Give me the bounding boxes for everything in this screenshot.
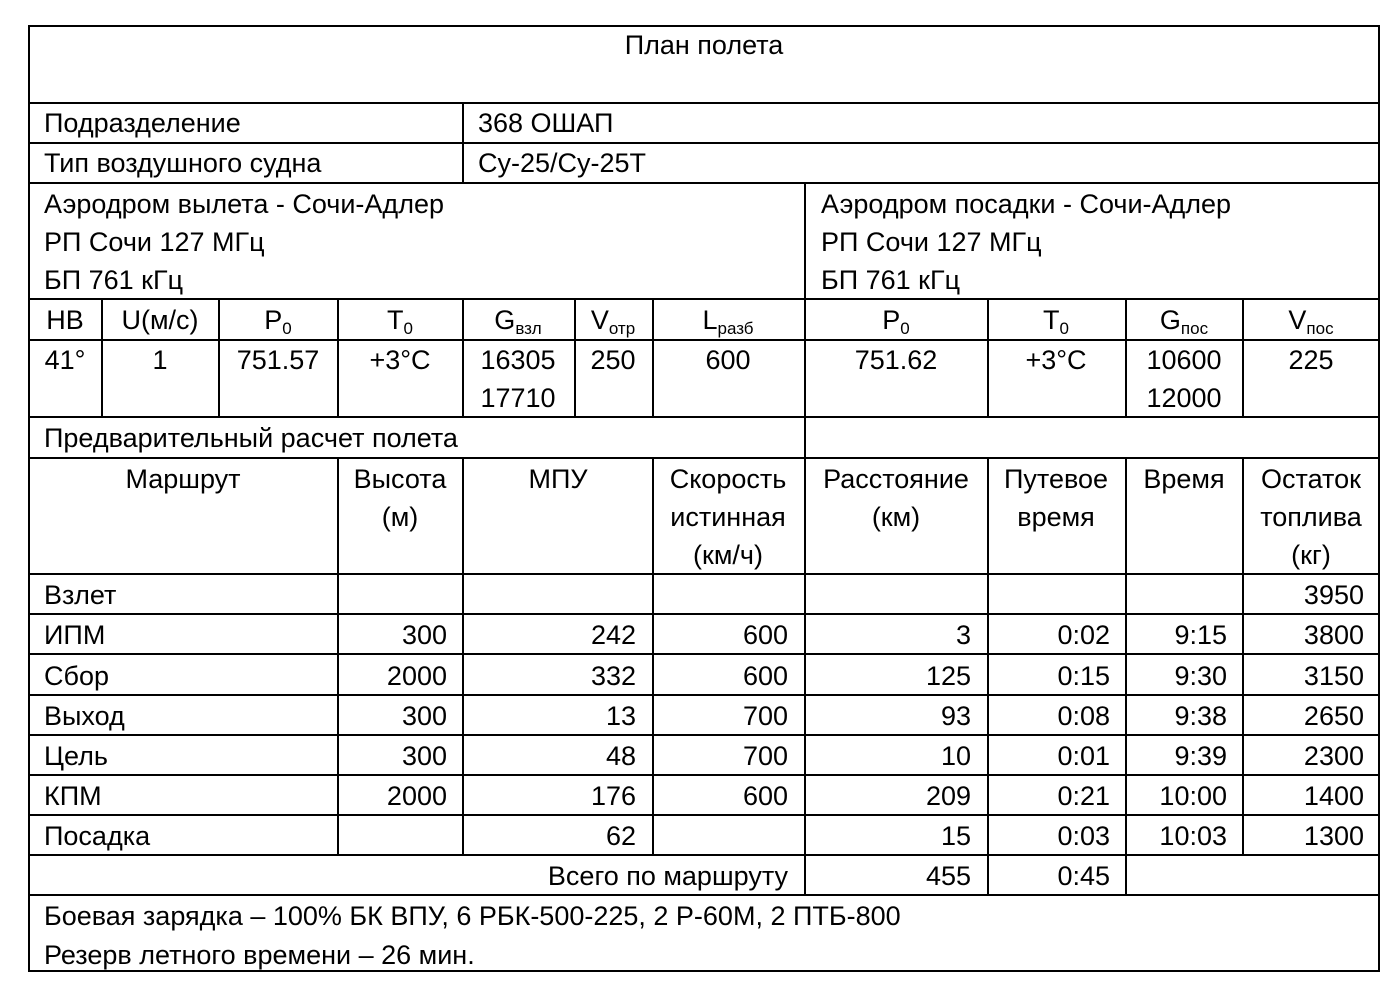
distance: 125 <box>925 661 971 691</box>
param-value-p0: 751.57 <box>236 345 320 375</box>
route-header-distance: Расстояние <box>823 464 969 494</box>
mpu: 48 <box>605 741 636 771</box>
rule <box>804 457 806 896</box>
rule <box>28 339 1380 341</box>
total-label: Всего по маршруту <box>547 861 788 891</box>
leg-time: 0:15 <box>1057 661 1110 691</box>
rule <box>28 142 1380 144</box>
altitude: 2000 <box>386 781 447 811</box>
fuel-remaining: 3800 <box>1303 620 1364 650</box>
fuel-remaining: 2650 <box>1303 701 1364 731</box>
param-value-wind: 1 <box>152 345 168 375</box>
armament-note: Боевая зарядка – 100% БК ВПУ, 6 РБК-500-225, 2 Р-60М, 2 ПТБ-800 <box>44 901 901 931</box>
param-header-gpos: $G_{пос}$ <box>1159 305 1209 338</box>
route-header-altitude: Высота <box>353 464 447 494</box>
param-header-hv: НВ <box>46 305 84 335</box>
route-header-speed-unit: (км/ч) <box>693 540 763 570</box>
param-value-hv: 41° <box>44 345 86 375</box>
rule <box>652 298 654 418</box>
rule <box>804 182 806 458</box>
route-header-time: Время <box>1143 464 1225 494</box>
distance: 209 <box>925 781 971 811</box>
fuel-remaining: 3950 <box>1303 580 1364 610</box>
route-point: Цель <box>44 741 108 771</box>
leg-time: 0:01 <box>1057 741 1110 771</box>
param-header-votr: $V_{отр}$ <box>590 305 636 338</box>
rule <box>218 298 220 418</box>
param-value-p0-landing: 751.62 <box>854 345 938 375</box>
arrival-rp: РП Сочи 127 МГц <box>821 227 1042 257</box>
distance: 3 <box>955 620 971 650</box>
param-header-p0: $P_0$ <box>264 305 292 338</box>
aircraft-value: Су-25/Су-25Т <box>478 148 647 178</box>
arrival-bp: БП 761 кГц <box>821 265 961 295</box>
route-header-speed-2: истинная <box>670 502 786 532</box>
time: 9:38 <box>1174 701 1227 731</box>
rule <box>1242 457 1244 856</box>
rule <box>28 734 1380 736</box>
arrival-aerodrome: Аэродром посадки - Сочи-Адлер <box>821 189 1232 219</box>
rule <box>462 457 464 856</box>
rule <box>987 298 989 418</box>
total-leg-time: 0:45 <box>1057 861 1110 891</box>
rule <box>28 814 1380 816</box>
route-header-fuel-unit: (кг) <box>1291 540 1331 570</box>
reserve-time-note: Резерв летного времени – 26 мин. <box>44 940 475 970</box>
rule <box>337 457 339 856</box>
unit-value: 368 ОШАП <box>478 108 614 138</box>
rule <box>987 457 989 896</box>
rule <box>1125 457 1127 896</box>
altitude: 300 <box>401 620 447 650</box>
distance: 10 <box>940 741 971 771</box>
route-header-route: Маршрут <box>125 464 241 494</box>
param-header-wind: U(м/с) <box>121 305 199 335</box>
rule <box>28 102 1380 104</box>
mpu: 13 <box>605 701 636 731</box>
rule <box>28 894 1380 896</box>
param-value-vpos: 225 <box>1288 345 1334 375</box>
altitude: 2000 <box>386 661 447 691</box>
flight-plan-table <box>28 25 1380 972</box>
param-value-gpos-2: 12000 <box>1146 383 1222 413</box>
rule <box>28 854 1380 856</box>
rule <box>337 298 339 418</box>
table-border-left <box>28 25 30 972</box>
true-speed: 600 <box>742 661 788 691</box>
route-header-leg-time-2: время <box>1017 502 1095 532</box>
true-speed: 600 <box>742 620 788 650</box>
departure-aerodrome: Аэродром вылета - Сочи-Адлер <box>44 189 444 219</box>
param-value-gvzl-1: 16305 <box>480 345 556 375</box>
page-title: План полета <box>624 30 784 60</box>
rule <box>28 694 1380 696</box>
time: 10:00 <box>1159 781 1227 811</box>
fuel-remaining: 3150 <box>1303 661 1364 691</box>
time: 10:03 <box>1159 821 1227 851</box>
param-value-gpos-1: 10600 <box>1146 345 1222 375</box>
rule <box>28 774 1380 776</box>
leg-time: 0:08 <box>1057 701 1110 731</box>
param-header-lrazb: $L_{разб}$ <box>702 305 754 338</box>
altitude: 300 <box>401 701 447 731</box>
departure-bp: БП 761 кГц <box>44 265 184 295</box>
rule <box>28 298 1380 300</box>
rule <box>574 298 576 418</box>
rule <box>652 457 654 856</box>
route-header-distance-unit: (км) <box>871 502 921 532</box>
distance: 93 <box>940 701 971 731</box>
time: 9:30 <box>1174 661 1227 691</box>
param-header-p0-landing: $P_0$ <box>882 305 910 338</box>
param-header-t0-landing: $T_0$ <box>1043 305 1069 338</box>
altitude: 300 <box>401 741 447 771</box>
fuel-remaining: 1300 <box>1303 821 1364 851</box>
aircraft-label: Тип воздушного судна <box>44 148 322 178</box>
unit-label: Подразделение <box>44 108 241 138</box>
rule <box>462 102 464 184</box>
route-header-leg-time: Путевое <box>1003 464 1109 494</box>
distance: 15 <box>940 821 971 851</box>
route-header-fuel: Остаток <box>1261 464 1361 494</box>
fuel-remaining: 2300 <box>1303 741 1364 771</box>
fuel-remaining: 1400 <box>1303 781 1364 811</box>
mpu: 332 <box>590 661 636 691</box>
param-header-gvzl: $G_{взл}$ <box>494 305 542 338</box>
rule <box>28 182 1380 184</box>
time: 9:15 <box>1174 620 1227 650</box>
route-point: Взлет <box>44 580 117 610</box>
param-value-gvzl-2: 17710 <box>480 383 556 413</box>
route-point: КПМ <box>44 781 102 811</box>
route-header-speed: Скорость <box>669 464 787 494</box>
rule <box>1125 298 1127 418</box>
rule <box>101 298 103 418</box>
departure-rp: РП Сочи 127 МГц <box>44 227 265 257</box>
time: 9:39 <box>1174 741 1227 771</box>
mpu: 242 <box>590 620 636 650</box>
param-header-t0: $T_0$ <box>387 305 413 338</box>
true-speed: 700 <box>742 701 788 731</box>
leg-time: 0:03 <box>1057 821 1110 851</box>
mpu: 176 <box>590 781 636 811</box>
route-point: Посадка <box>44 821 151 851</box>
total-distance: 455 <box>925 861 971 891</box>
param-header-vpos: $V_{пос}$ <box>1288 305 1334 338</box>
rule <box>28 573 1380 575</box>
leg-time: 0:02 <box>1057 620 1110 650</box>
route-point: Выход <box>44 701 125 731</box>
param-value-votr: 250 <box>590 345 636 375</box>
rule <box>28 613 1380 615</box>
route-header-fuel-2: топлива <box>1260 502 1362 532</box>
section-title: Предварительный расчет полета <box>44 423 458 453</box>
mpu: 62 <box>605 821 636 851</box>
true-speed: 600 <box>742 781 788 811</box>
param-value-t0-landing: +3°C <box>1025 345 1087 375</box>
param-value-lrazb: 600 <box>705 345 751 375</box>
rule <box>462 298 464 418</box>
rule <box>28 653 1380 655</box>
route-header-altitude-unit: (м) <box>381 502 419 532</box>
leg-time: 0:21 <box>1057 781 1110 811</box>
route-header-mpu: МПУ <box>528 464 588 494</box>
param-value-t0: +3°C <box>369 345 431 375</box>
rule <box>28 457 1380 459</box>
rule <box>28 416 1380 418</box>
route-point: ИПМ <box>44 620 106 650</box>
table-border-right <box>1378 25 1380 972</box>
route-point: Сбор <box>44 661 109 691</box>
rule <box>1242 298 1244 418</box>
true-speed: 700 <box>742 741 788 771</box>
